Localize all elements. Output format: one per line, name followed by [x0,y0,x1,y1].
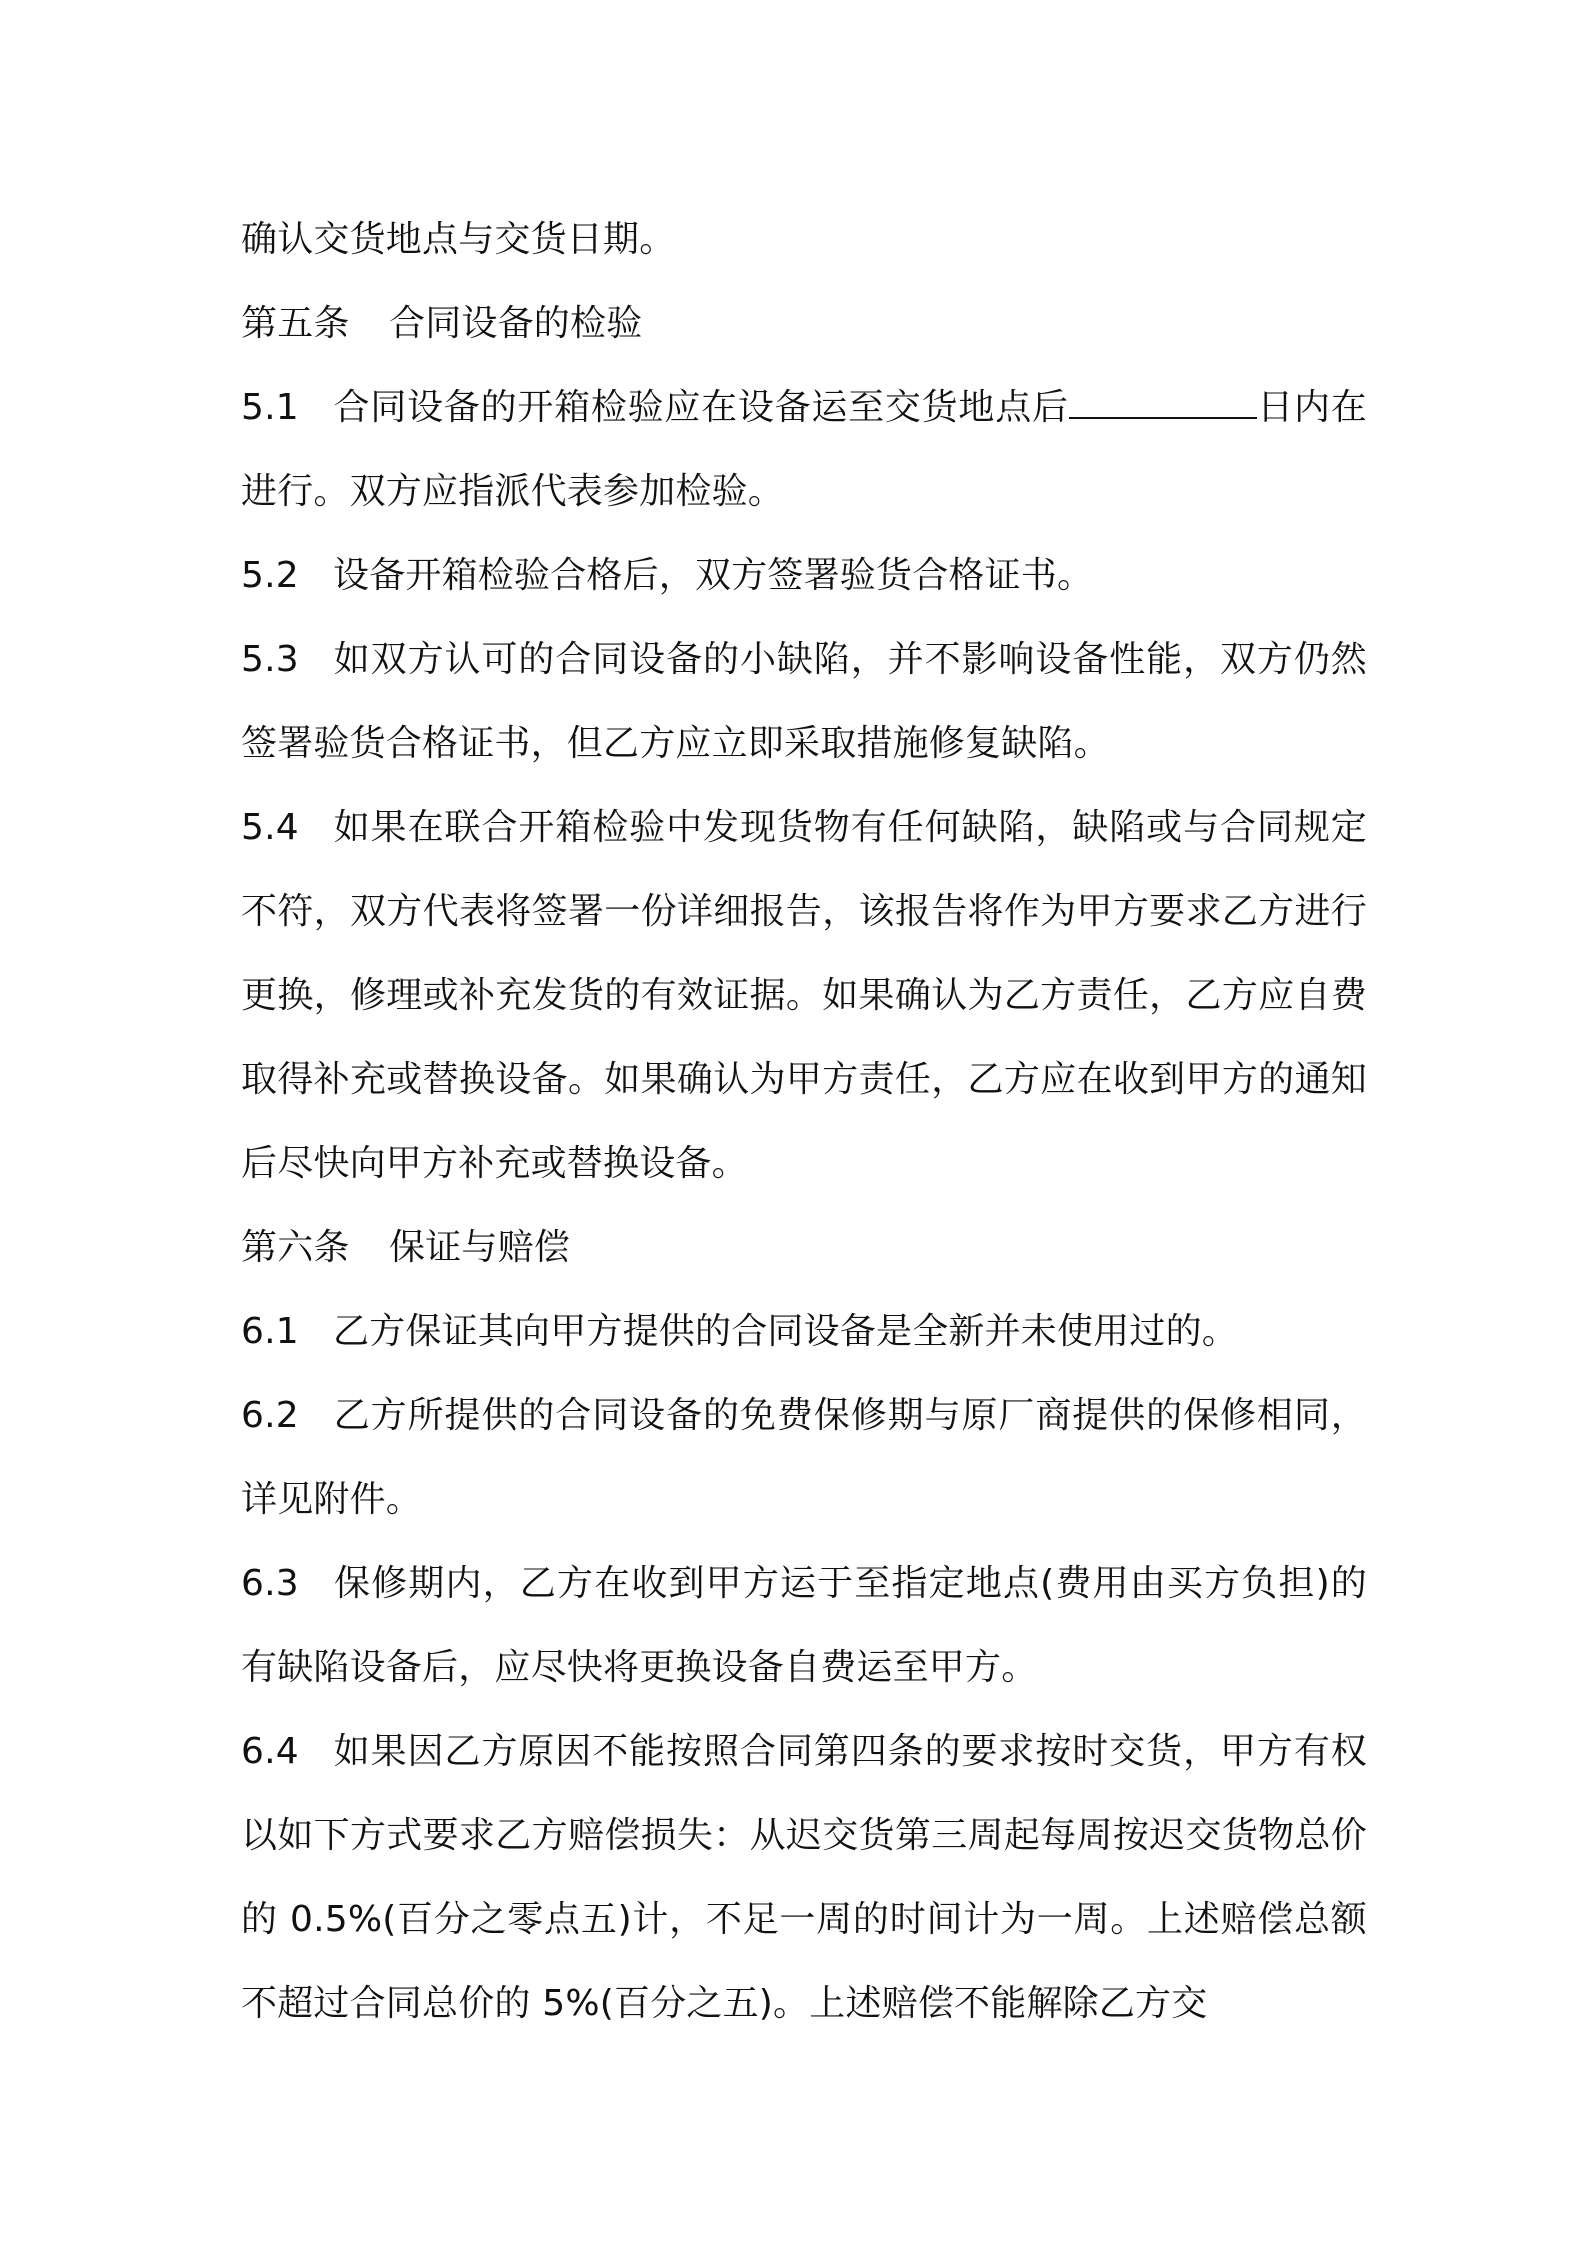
article-title: 合同设备的检验 [389,303,643,344]
article-5-heading [241,282,1367,366]
clause-number: 5.3 [241,639,299,680]
article-6-heading [241,1206,1367,1290]
article-number: 第五条 [241,303,350,344]
clause-text-part-a: 合同设备的开箱检验应在设备运至交货地点后 [333,387,1069,428]
clause-number: 5.1 [241,387,299,428]
clause-text: 保修期内，乙方在收到甲方运于至指定地点(费用由买方负担)的有缺陷设备后，应尽快将更换设备自费运至甲方。 [241,1563,1367,1688]
clause-text: 乙方所提供的合同设备的免费保修期与原厂商提供的保修相同，详见附件。 [241,1395,1367,1520]
paragraph-delivery-confirm [241,198,1367,282]
article-title: 保证与赔偿 [389,1227,571,1268]
clause-6-2 [241,1374,1367,1542]
clause-number: 6.4 [241,1731,299,1772]
clause-5-1 [241,366,1367,534]
clause-text: 如果因乙方原因不能按照合同第四条的要求按时交货，甲方有权以如下方式要求乙方赔偿损失：从迟交货第三周起每周按迟交货物总价的 0.5%(百分之零点五)计，不足一周的时间计为一周。上述赔偿总额不超过合同总价的 5%(百分之五)。上述赔偿不能解除乙方交 [241,1731,1367,2024]
clause-number: 5.2 [241,555,299,596]
clause-number: 5.4 [241,807,299,848]
fill-in-blank [1069,387,1257,419]
clause-number: 6.1 [241,1311,299,1352]
clause-text-part-b: 日内在进行。双方应指派代表参加检验。 [241,387,1367,512]
clause-5-2 [241,534,1367,618]
document-body [241,198,1367,2046]
clause-text: 如果在联合开箱检验中发现货物有任何缺陷，缺陷或与合同规定不符，双方代表将签署一份详细报告，该报告将作为甲方要求乙方进行更换，修理或补充发货的有效证据。如果确认为乙方责任，乙方应自费取得补充或替换设备。如果确认为甲方责任，乙方应在收到甲方的通知后尽快向甲方补充或替换设备。 [241,807,1367,1184]
clause-text: 设备开箱检验合格后，双方签署验货合格证书。 [333,555,1094,596]
clause-5-3 [241,618,1367,786]
clause-text: 如双方认可的合同设备的小缺陷，并不影响设备性能，双方仍然签署验货合格证书，但乙方应立即采取措施修复缺陷。 [241,639,1367,764]
paragraph-text: 确认交货地点与交货日期。 [241,219,676,260]
clause-6-3 [241,1542,1367,1710]
clause-6-1 [241,1290,1367,1374]
clause-number: 6.2 [241,1395,299,1436]
clause-text: 乙方保证其向甲方提供的合同设备是全新并未使用过的。 [333,1311,1239,1352]
article-number: 第六条 [241,1227,350,1268]
clause-number: 6.3 [241,1563,299,1604]
clause-6-4 [241,1710,1367,2046]
clause-5-4 [241,786,1367,1206]
